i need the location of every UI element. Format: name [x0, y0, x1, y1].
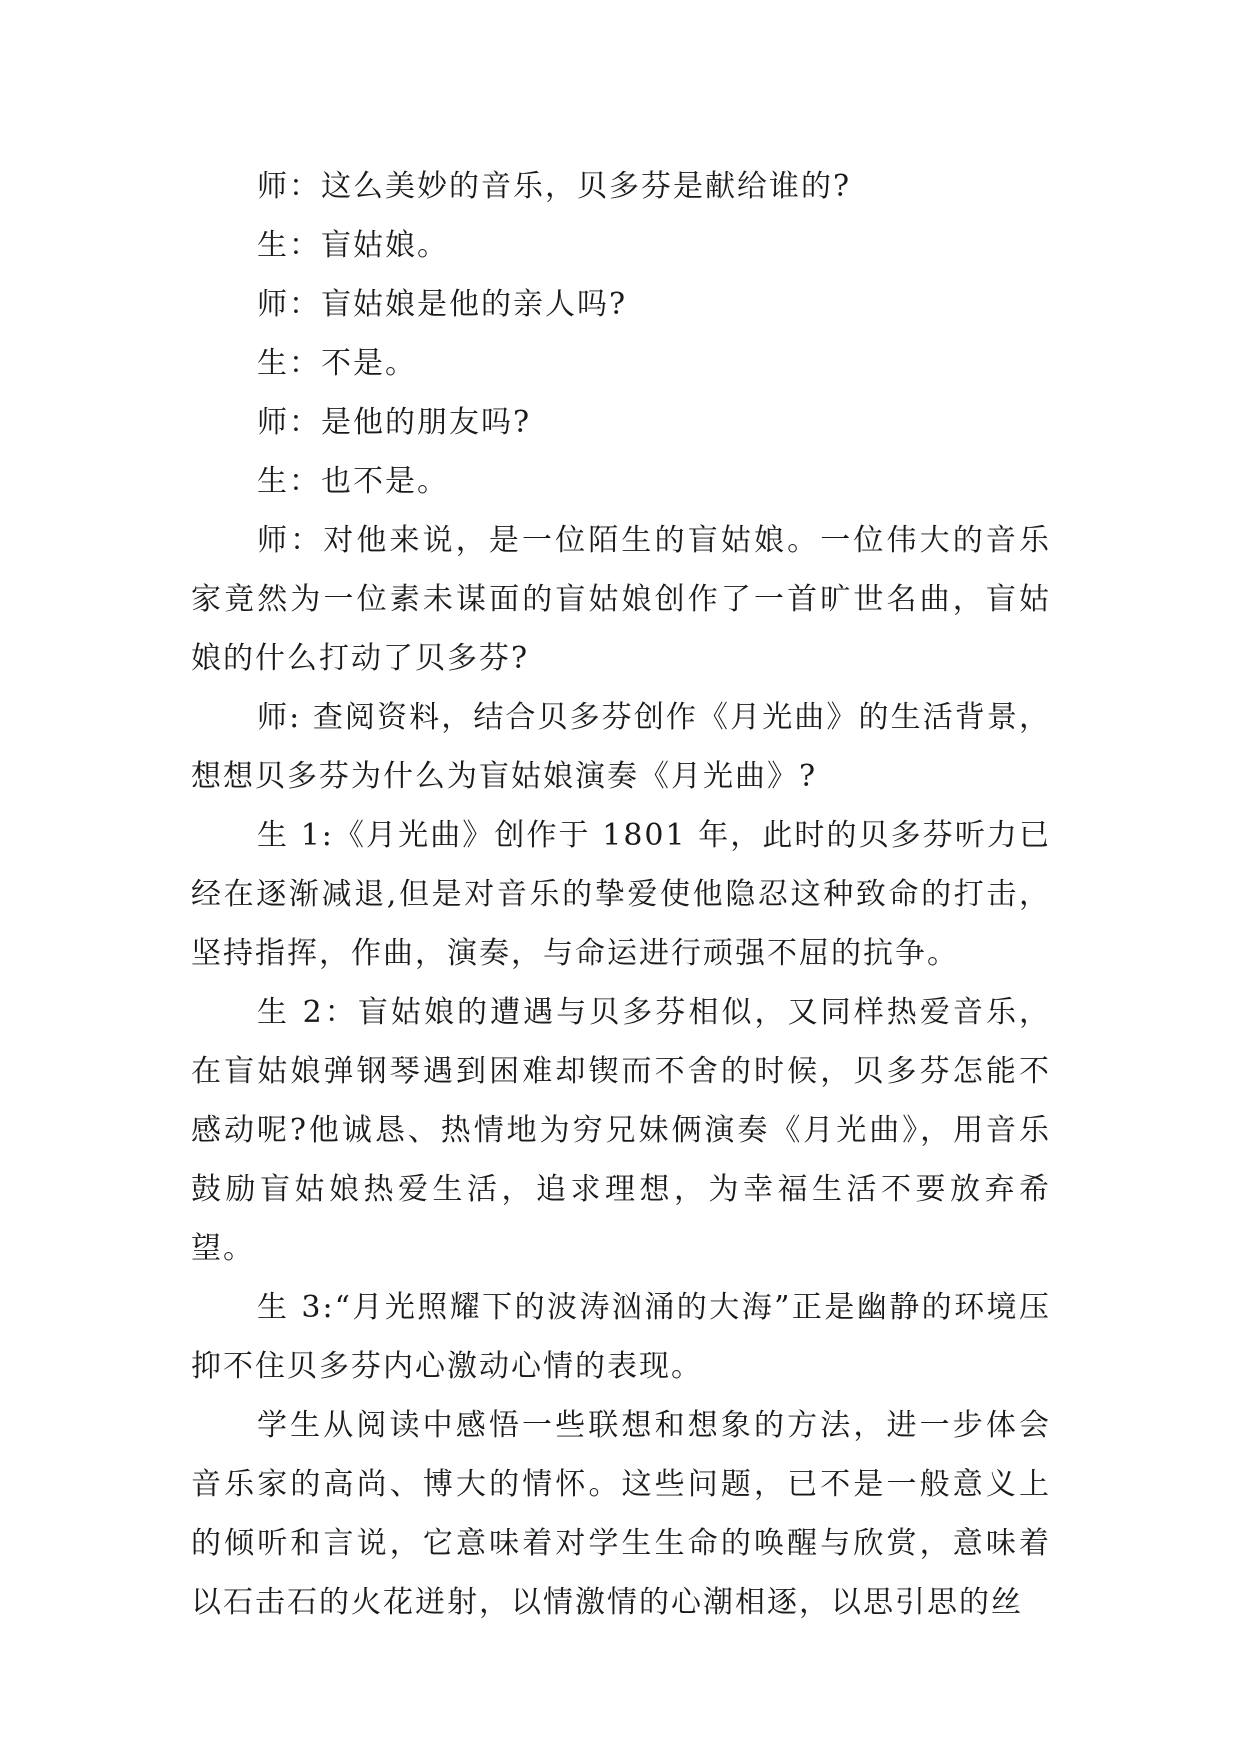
dialogue-line: 师: 查阅资料，结合贝多芬创作《月光曲》的生活背景，想想贝多芬为什么为盲姑娘演奏《月光曲》? [191, 700, 1051, 794]
dialogue-line: 师：盲姑娘是他的亲人吗? [257, 287, 628, 322]
student-answer: 生 2：盲姑娘的遭遇与贝多芬相似，又同样热爱音乐，在盲姑娘弹钢琴遇到困难却锲而不舍的时候，贝多芬怎能不感动呢?他诚恳、热情地为穷兄妹俩演奏《月光曲》，用音乐鼓励盲姑娘热爱生活，追求理想，为幸福生活不要放弃希望。 [191, 995, 1051, 1266]
dialogue-line: 师：对他来说，是一位陌生的盲姑娘。一位伟大的音乐家竟然为一位素未谋面的盲姑娘创作了一首旷世名曲，盲姑娘的什么打动了贝多芬? [191, 523, 1051, 676]
dialogue-line: 生：盲姑娘。 [257, 228, 449, 263]
student-answer: 生 1:《月光曲》创作于 1801 年，此时的贝多芬听力已经在逐渐减退,但是对音乐的挚爱使他隐忍这种致命的打击，坚持指挥，作曲，演奏，与命运进行顽强不屈的抗争。 [191, 818, 1051, 971]
dialogue-line: 师：这么美妙的音乐，贝多芬是献给谁的? [257, 169, 852, 204]
dialogue-line: 师：是他的朋友吗? [257, 405, 532, 440]
dialogue-line: 生：也不是。 [257, 464, 449, 499]
dialogue-line: 生：不是。 [257, 346, 417, 381]
body-paragraph: 学生从阅读中感悟一些联想和想象的方法，进一步体会音乐家的高尚、博大的情怀。这些问题，已不是一般意义上的倾听和言说，它意味着对学生生命的唤醒与欣赏，意味着以石击石的火花迸射，以情激情的心潮相逐，以思引思的丝 [191, 1408, 1051, 1620]
student-answer: 生 3:“月光照耀下的波涛汹涌的大海”正是幽静的环境压抑不住贝多芬内心激动心情的表现。 [191, 1290, 1051, 1384]
document-page [191, 157, 1051, 1632]
